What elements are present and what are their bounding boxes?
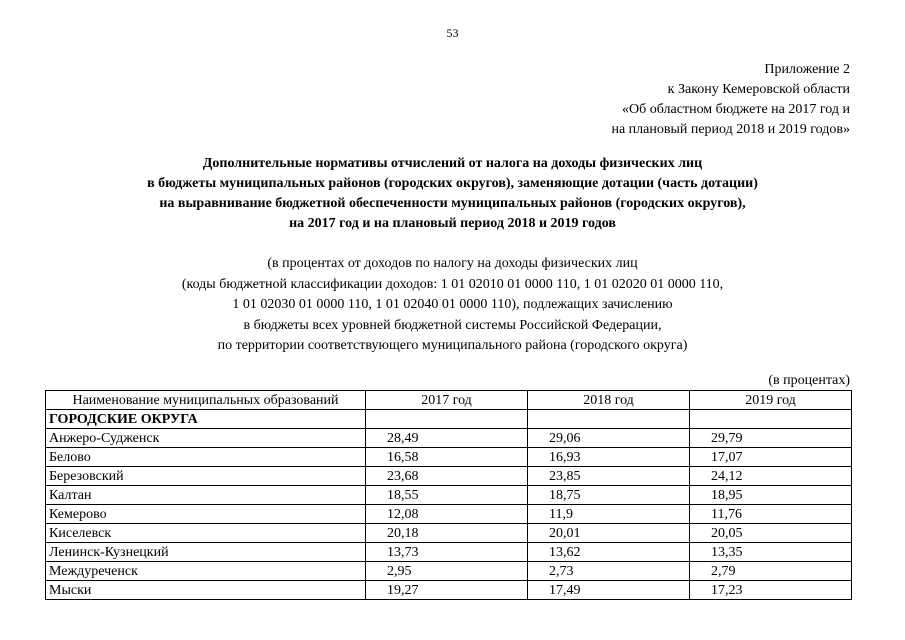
value-2017: 23,68 [366,467,528,486]
title-line: в бюджеты муниципальных районов (городских округов), заменяющие дотации (часть дотации) [147,176,758,191]
appendix-line: к Закону Кемеровской области [667,82,850,97]
column-header-2017: 2017 год [366,391,528,410]
municipality-name: Киселевск [46,524,366,543]
municipality-name: Кемерово [46,505,366,524]
column-header-2019: 2019 год [690,391,852,410]
table-row [46,448,852,467]
value-2019: 2,79 [690,562,852,581]
value-2018: 17,49 [528,581,690,600]
value-2017: 13,73 [366,543,528,562]
value-2018: 23,85 [528,467,690,486]
value-2017: 20,18 [366,524,528,543]
table-row [46,524,852,543]
title-line: на выравнивание бюджетной обеспеченности муниципальных районов (городских округов), [159,196,746,211]
appendix-line: на плановый период 2018 и 2019 годов» [611,122,850,137]
table-row [46,486,852,505]
column-header-name: Наименование муниципальных образований [46,391,366,410]
table-row [46,467,852,486]
value-2018: 29,06 [528,429,690,448]
value-2019: 20,05 [690,524,852,543]
municipality-name: Белово [46,448,366,467]
value-2018: 13,62 [528,543,690,562]
group-row [46,410,852,429]
group-label: ГОРОДСКИЕ ОКРУГА [46,410,366,429]
value-2019: 18,95 [690,486,852,505]
value-2019: 13,35 [690,543,852,562]
municipality-name: Междуреченск [46,562,366,581]
note-line: (коды бюджетной классификации доходов: 1 01 02010 01 0000 110, 1 01 02020 01 0000 110, [181,276,724,292]
value-2017: 28,49 [366,429,528,448]
value-2018: 2,73 [528,562,690,581]
value-2017: 19,27 [366,581,528,600]
appendix-line: Приложение 2 [764,62,850,77]
title-line: на 2017 год и на плановый период 2018 и 2019 годов [289,216,616,231]
value-2018: 20,01 [528,524,690,543]
table-row [46,505,852,524]
value-2019: 29,79 [690,429,852,448]
table-row [46,562,852,581]
title-line: Дополнительные нормативы отчислений от налога на доходы физических лиц [202,156,703,171]
table-cell [528,410,690,429]
municipality-name: Березовский [46,467,366,486]
value-2017: 2,95 [366,562,528,581]
note-line: в бюджеты всех уровней бюджетной системы Российской Федерации, [243,317,662,333]
budget-table [45,390,852,600]
value-2019: 11,76 [690,505,852,524]
value-2019: 24,12 [690,467,852,486]
table-cell [690,410,852,429]
column-header-2018: 2018 год [528,391,690,410]
document-title [0,154,905,234]
document-note [0,254,905,357]
value-2018: 16,93 [528,448,690,467]
value-2018: 11,9 [528,505,690,524]
table-row [46,429,852,448]
municipality-name: Анжеро-Судженск [46,429,366,448]
value-2017: 12,08 [366,505,528,524]
appendix-line: «Об областном бюджете на 2017 год и [622,102,850,117]
table-row [46,581,852,600]
value-2019: 17,07 [690,448,852,467]
unit-label: (в процентах) [768,373,850,388]
table-header-row [46,391,852,410]
municipality-name: Мыски [46,581,366,600]
municipality-name: Калтан [46,486,366,505]
value-2017: 18,55 [366,486,528,505]
table-row [46,543,852,562]
appendix-heading [611,60,850,140]
note-line: по территории соответствующего муниципального района (городского округа) [217,338,688,353]
note-line: (в процентах от доходов по налогу на доходы физических лиц [267,256,638,271]
value-2019: 17,23 [690,581,852,600]
table-cell [366,410,528,429]
note-line: 1 01 02030 01 0000 110, 1 01 02040 01 0000 110), подлежащих зачислению [232,297,673,312]
municipality-name: Ленинск-Кузнецкий [46,543,366,562]
page-number: 53 [446,26,459,40]
value-2018: 18,75 [528,486,690,505]
value-2017: 16,58 [366,448,528,467]
